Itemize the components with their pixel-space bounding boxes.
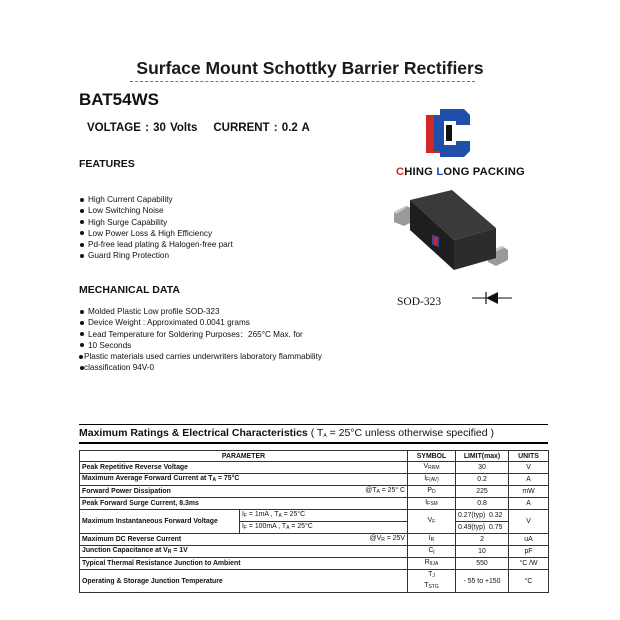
list-item: Low Switching Noise [79, 205, 233, 216]
current-rating: CURRENT : 0.2 A [213, 122, 310, 134]
list-item-continuation: 10 Seconds [79, 340, 379, 351]
symbol-cell: $R_{\theta JA}$ [408, 558, 456, 570]
condition-cell: $I_F = 100mA$ , $T_A = 25^\circ C$ [240, 522, 408, 534]
table-row [80, 462, 549, 474]
table-row [80, 534, 549, 546]
table-row [80, 510, 549, 522]
list-item: Pd-free lead plating & Halogen-free part [79, 239, 233, 250]
symbol-cell: $I_R$ [408, 534, 456, 546]
limit-cell: 550 [456, 558, 509, 570]
table-row [80, 570, 549, 593]
param-cell: Maximum DC Reverse Current [80, 534, 356, 546]
header-parameter: PARAMETER [80, 451, 408, 462]
table-row [80, 474, 549, 486]
table-header-row [80, 451, 549, 462]
company-logo [424, 107, 472, 157]
list-item: Plastic materials used carries underwriters laboratory flammability [79, 351, 379, 362]
table-condition: ( $T_A = 25^\circ C$ unless otherwise specified ) [310, 427, 494, 439]
limit-cell: - 55 to +150 [456, 570, 509, 593]
limit-cell: 225 [456, 486, 509, 498]
param-cell: Maximum Instantaneous Forward Voltage [80, 510, 240, 534]
limit-cell: 10 [456, 546, 509, 558]
rating-summary [87, 122, 310, 134]
param-cell: Peak Repetitive Reverse Voltage [80, 462, 408, 474]
header-limit: LIMIT(max) [456, 451, 509, 462]
list-item: High Surge Capability [79, 217, 233, 228]
symbol-cell: $V_F$ [408, 510, 456, 534]
features-list [79, 194, 233, 262]
title-underline [130, 81, 475, 82]
unit-cell: A [509, 498, 549, 510]
condition-cell: $@T_A = 25^\circ$ C [356, 486, 408, 498]
package-name: SOD-323 [397, 296, 442, 308]
unit-cell: °C [509, 570, 549, 593]
list-item: Lead Temperature for Soldering Purposes：265°C Max. for [79, 329, 379, 340]
table-row [80, 486, 549, 498]
symbol-cell: $C_j$ [408, 546, 456, 558]
company-name [396, 166, 525, 178]
features-heading: FEATURES [79, 158, 135, 170]
table-title-top-rule [79, 424, 548, 425]
symbol-cell: $V_{RRM}$ [408, 462, 456, 474]
document-title: Surface Mount Schottky Barrier Rectifiers [136, 58, 484, 78]
company-name-part: L [436, 166, 444, 178]
company-name-part: HING [404, 166, 437, 178]
table-row [80, 558, 549, 570]
unit-cell: A [509, 474, 549, 486]
limit-cell: 0.8 [456, 498, 509, 510]
table-title [79, 427, 494, 439]
list-item-continuation: classification 94V-0 [79, 362, 379, 373]
unit-cell: V [509, 510, 549, 534]
param-cell: Peak Forward Surge Current, 8.3ms [80, 498, 408, 510]
symbol-cell: $P_D$ [408, 486, 456, 498]
param-cell: Maximum Average Forward Current at $T_A = 75^\circ C$ [80, 474, 408, 486]
limit-cell: 0.27(typ) 0.32 [456, 510, 509, 522]
mechanical-heading: MECHANICAL DATA [79, 284, 180, 296]
sod323-package-image [392, 190, 510, 278]
header-units: UNITS [509, 451, 549, 462]
limit-cell: 30 [456, 462, 509, 474]
list-item: Low Power Loss & High Efficiency [79, 228, 233, 239]
param-cell: Junction Capacitance at $V_R = 1V$ [80, 546, 408, 558]
company-name-part: C [396, 166, 405, 178]
list-item: High Current Capability [79, 194, 233, 205]
limit-cell: 0.2 [456, 474, 509, 486]
mechanical-list [79, 306, 379, 374]
company-name-part: ONG PACKING [443, 166, 525, 178]
part-number: BAT54WS [79, 90, 159, 109]
condition-cell: $I_F = 1mA$ , $T_A = 25^\circ C$ [240, 510, 408, 522]
diode-symbol-icon [472, 289, 512, 307]
table-title-text: Maximum Ratings & Electrical Characteristics [79, 427, 308, 439]
unit-cell: mW [509, 486, 549, 498]
table-row [80, 546, 549, 558]
list-item: Device Weight : Approximated 0.0041 grams [79, 317, 379, 328]
symbol-cell: $I_{F(AV)}$ [408, 474, 456, 486]
symbol-cell: $T_J$ $T_{STG}$ [408, 570, 456, 593]
table-row [80, 498, 549, 510]
unit-cell: uA [509, 534, 549, 546]
ratings-table-body [79, 450, 549, 593]
param-cell: Operating & Storage Junction Temperature [80, 570, 408, 593]
param-cell: Typical Thermal Resistance Junction to Ambient [80, 558, 408, 570]
table-title-bottom-rule [79, 442, 548, 444]
unit-cell: V [509, 462, 549, 474]
list-item: Molded Plastic Low profile SOD-323 [79, 306, 379, 317]
list-item: Guard Ring Protection [79, 250, 233, 261]
limit-cell: 2 [456, 534, 509, 546]
limit-cell: 0.49(typ) 0.75 [456, 522, 509, 534]
symbol-cell: $I_{FSM}$ [408, 498, 456, 510]
unit-cell: pF [509, 546, 549, 558]
header-symbol: SYMBOL [408, 451, 456, 462]
unit-cell: °C /W [509, 558, 549, 570]
param-cell: Forward Power Dissipation [80, 486, 356, 498]
voltage-rating: VOLTAGE : 30 Volts [87, 122, 198, 134]
condition-cell: $@V_R = 25V$ [356, 534, 408, 546]
